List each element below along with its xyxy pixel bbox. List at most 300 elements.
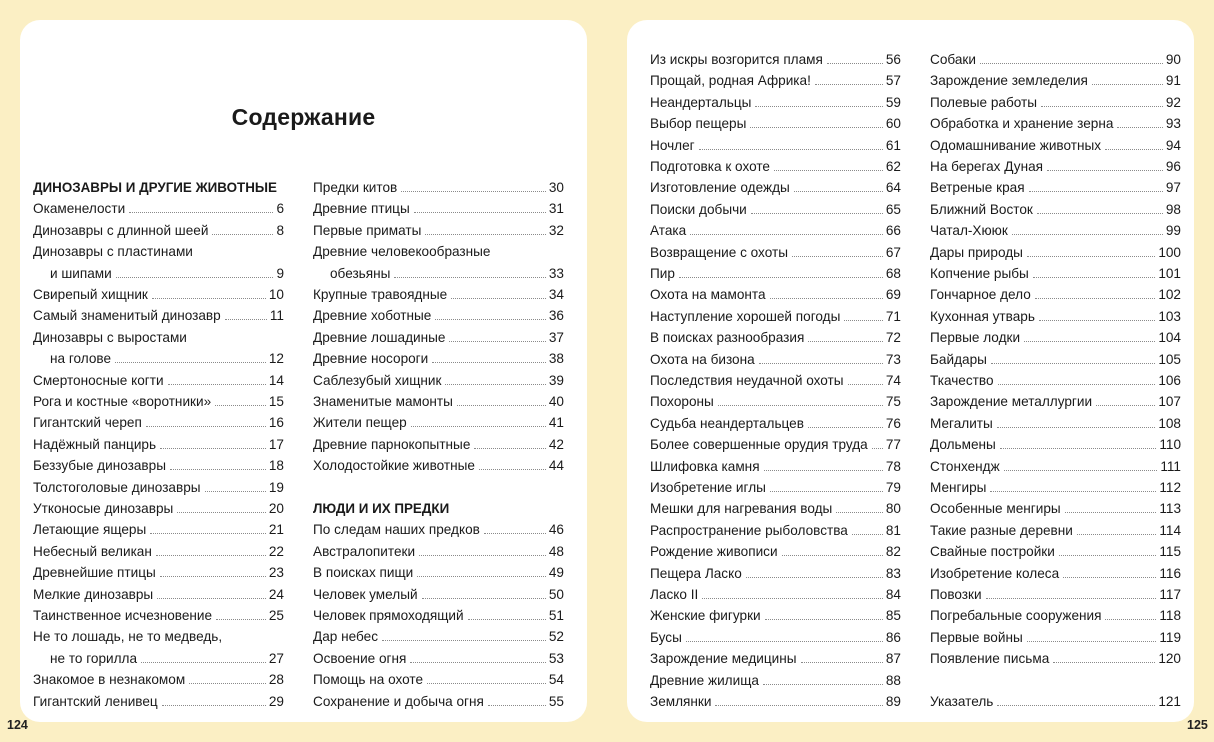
toc-entry [313, 560, 564, 581]
toc-page-number: 98 [1165, 201, 1181, 217]
toc-entry-title: Ночлег [650, 137, 695, 153]
toc-entry-title: Древнейшие птицы [33, 565, 156, 581]
toc-entry [650, 154, 901, 175]
toc-page-number: 111 [1160, 458, 1181, 474]
toc-page-number: 89 [885, 694, 901, 709]
toc-entry [930, 689, 1181, 710]
toc-page-number: 102 [1158, 287, 1181, 303]
toc-entry [33, 496, 284, 517]
toc-entry [930, 68, 1181, 89]
toc-page-number: 10 [268, 287, 284, 302]
toc-entry [313, 603, 564, 624]
dot-leader [1039, 320, 1155, 321]
dot-leader [432, 362, 546, 363]
toc-entry [33, 582, 284, 603]
toc-entry-title: Гончарное дело [930, 287, 1031, 303]
toc-section-heading [33, 175, 284, 196]
toc-page-number: 16 [268, 415, 284, 431]
toc-page-number: 68 [885, 266, 901, 281]
toc-entry-title: В поисках разнообразия [650, 330, 805, 346]
toc-page-number: 20 [268, 501, 284, 516]
toc-page-number: 54 [548, 672, 564, 688]
toc-entry [313, 667, 564, 688]
toc-entry-title: Похороны [650, 394, 714, 410]
toc-entry-title: Окаменелости [33, 201, 126, 217]
toc-page-number: 42 [548, 436, 564, 452]
toc-entry [650, 282, 901, 303]
toc-entry-title: Первые лодки [930, 330, 1021, 346]
dot-leader [410, 662, 545, 663]
toc-page-number: 108 [1158, 415, 1181, 431]
dot-leader [770, 298, 883, 299]
toc-page-number: 32 [548, 222, 564, 238]
toc-entry-title: Знакомое в незнакомом [33, 672, 186, 688]
dot-leader [1105, 149, 1163, 150]
toc-entry [33, 218, 284, 239]
toc-entry-title: Свайные постройки [930, 544, 1055, 560]
dot-leader [215, 405, 266, 406]
dot-leader [718, 405, 883, 406]
toc-entry [930, 325, 1181, 346]
toc-entry-title: Древние парнокопытные [313, 436, 471, 452]
toc-entry [650, 411, 901, 432]
dot-leader [488, 705, 546, 706]
toc-entry-title: Освоение огня [313, 650, 407, 666]
toc-page-number: 103 [1158, 308, 1181, 324]
dot-leader [1077, 534, 1156, 535]
toc-entry [650, 646, 901, 667]
toc-entry-title: Древние жилища [650, 672, 759, 688]
toc-entry-title: Австралопитеки [313, 543, 416, 559]
toc-entry [930, 625, 1181, 646]
toc-page-number: 28 [268, 672, 284, 688]
toc-entry-title: Погребальные сооружения [930, 608, 1102, 624]
toc-entry-title: Крупные травоядные [313, 287, 448, 302]
toc-entry-title: Рождение живописи [650, 544, 778, 560]
toc-entry-title: Мешки для нагревания воды [650, 501, 833, 517]
dot-leader [750, 127, 883, 128]
toc-entry [650, 518, 901, 539]
toc-entry-title: Древние носороги [313, 351, 429, 367]
toc-entry-title: Человек умелый [313, 586, 418, 602]
toc-entry [930, 218, 1181, 239]
toc-page-number: 115 [1159, 544, 1181, 560]
dot-leader [170, 469, 266, 470]
dot-leader [782, 555, 883, 556]
toc-page-number: 36 [548, 308, 564, 324]
toc-page-number: 15 [268, 394, 284, 409]
toc-page-number: 9 [276, 265, 284, 281]
toc-entry-title: Охота на мамонта [650, 287, 766, 303]
toc-entry-title: Стонхендж [930, 458, 1000, 474]
toc-entry [33, 325, 284, 346]
toc-entry-title: Древние человекообразные [313, 244, 491, 260]
dot-leader [1027, 641, 1157, 642]
toc-entry [313, 453, 564, 474]
toc-page-number: 76 [885, 415, 901, 431]
toc-page-number: 101 [1158, 266, 1181, 281]
toc-entry-title: Менгиры [930, 480, 987, 495]
toc-entry [930, 539, 1181, 560]
toc-entry-title: Кухонная утварь [930, 308, 1035, 324]
dot-leader [168, 384, 266, 385]
toc-page-number: 74 [885, 373, 901, 388]
toc-page-number: 85 [885, 608, 901, 624]
toc-entry-title: Рога и костные «воротники» [33, 394, 212, 409]
toc-page-number: 53 [548, 650, 564, 666]
toc-entry [33, 261, 284, 282]
toc-entry-title: Ткачество [930, 373, 994, 388]
toc-entry-title: Зарождение металлургии [930, 394, 1093, 410]
toc-entry-title: Изобретение колеса [930, 565, 1060, 581]
dot-leader [205, 491, 266, 492]
toc-entry [650, 389, 901, 410]
dot-leader [116, 277, 274, 278]
dot-leader [411, 426, 546, 427]
toc-entry [313, 539, 564, 560]
toc-page-number: 51 [548, 608, 564, 623]
toc-entry [313, 646, 564, 667]
dot-leader [1047, 170, 1163, 171]
toc-page-number: 11 [269, 308, 284, 324]
dot-leader [177, 512, 266, 513]
dot-leader [1037, 213, 1163, 214]
toc-page-number: 110 [1159, 437, 1181, 453]
page-title: Содержание [231, 104, 376, 130]
toc-entry [930, 282, 1181, 303]
toc-entry-title: Последствия неудачной охоты [650, 373, 844, 388]
toc-entry-title: Дар небес [313, 629, 379, 645]
toc-entry [650, 454, 901, 475]
toc-entry [33, 239, 284, 260]
toc-entry [650, 668, 901, 689]
toc-entry [313, 410, 564, 431]
toc-entry [930, 496, 1181, 517]
toc-page-number: 62 [885, 159, 901, 174]
toc-page-number: 29 [268, 693, 284, 709]
toc-page-number: 46 [548, 522, 564, 538]
dot-leader [765, 619, 883, 620]
dot-leader [435, 319, 546, 320]
toc-entry [650, 432, 901, 453]
dot-leader [715, 705, 882, 706]
toc-entry-title: Таинственное исчезновение [33, 608, 213, 623]
dot-leader [479, 469, 546, 470]
toc-entry [33, 517, 284, 538]
toc-entry-title: ДИНОЗАВРЫ И ДРУГИЕ ЖИВОТНЫЕ [33, 180, 277, 195]
toc-entry-title: Дольмены [930, 437, 996, 453]
toc-entry [313, 325, 564, 346]
toc-page-number: 64 [885, 180, 901, 196]
toc-page-number: 59 [885, 94, 901, 110]
toc-page-number: 38 [548, 351, 564, 367]
toc-entry-title: Свирепый хищник [33, 287, 148, 302]
toc-entry-title: Зарождение земледелия [930, 73, 1088, 89]
dot-leader [986, 598, 1157, 599]
toc-entry [313, 218, 564, 239]
toc-entry-title: В поисках пищи [313, 565, 414, 581]
toc-entry-title: Древние птицы [313, 201, 410, 217]
dot-leader [815, 84, 883, 85]
toc-entry [930, 454, 1181, 475]
toc-entry-title: Собаки [930, 52, 976, 67]
toc-entry-title: Женские фигурки [650, 608, 761, 624]
toc-entry [930, 411, 1181, 432]
dot-leader [484, 533, 546, 534]
toc-entry-title: Древние хоботные [313, 308, 432, 324]
toc-page-number: 21 [268, 522, 284, 538]
toc-page-number: 17 [268, 436, 284, 452]
toc-page-number: 65 [885, 201, 901, 217]
page-number-left: 124 [7, 718, 28, 732]
toc-entry [930, 261, 1181, 282]
toc-entry [33, 603, 284, 624]
dot-leader [401, 191, 546, 192]
dot-leader [394, 277, 545, 278]
toc-page-number: 114 [1159, 522, 1181, 538]
toc-entry [313, 303, 564, 324]
toc-entry [33, 410, 284, 431]
toc-entry-title: Обработка и хранение зерна [930, 116, 1114, 132]
dot-leader [808, 427, 883, 428]
dot-leader [1035, 298, 1156, 299]
toc-entry [33, 453, 284, 474]
toc-page-number: 94 [1165, 137, 1181, 153]
toc-page-number: 30 [548, 180, 564, 195]
dot-leader [212, 234, 273, 235]
toc-page-number: 12 [268, 351, 284, 367]
toc-page-number: 90 [1165, 52, 1181, 67]
toc-entry-title: Распространение рыболовства [650, 522, 848, 538]
toc-entry-title: Смертоносные когти [33, 372, 164, 388]
toc-spacer [930, 668, 1181, 689]
dot-leader [425, 234, 546, 235]
dot-leader [827, 63, 883, 64]
toc-entry [313, 517, 564, 538]
toc-page-number: 104 [1158, 330, 1181, 346]
dot-leader [445, 384, 545, 385]
dot-leader [997, 705, 1155, 706]
dot-leader [836, 512, 883, 513]
toc-entry-title: Сохранение и добыча огня [313, 693, 484, 709]
toc-entry-title: Летающие ящеры [33, 522, 147, 538]
toc-entry-title: Мегалиты [930, 415, 993, 431]
toc-entry [930, 175, 1181, 196]
toc-entry [650, 197, 901, 218]
toc-entry [930, 240, 1181, 261]
toc-page-number: 56 [885, 52, 901, 67]
toc-entry-title: На берегах Дуная [930, 159, 1043, 174]
toc-entry [33, 346, 284, 367]
toc-entry-title: Беззубые динозавры [33, 458, 166, 474]
dot-leader [991, 363, 1155, 364]
toc-entry [650, 133, 901, 154]
toc-page-number: 67 [885, 244, 901, 260]
toc-entry-title: Выбор пещеры [650, 116, 747, 132]
toc-page-number: 33 [548, 265, 564, 281]
toc-page-number: 87 [885, 651, 901, 667]
toc-page-number: 71 [885, 308, 901, 324]
dot-leader [162, 705, 266, 706]
toc-entry [650, 218, 901, 239]
toc-page-number: 75 [885, 394, 901, 410]
dot-leader [382, 640, 546, 641]
dot-leader [1105, 619, 1156, 620]
toc-entry [313, 389, 564, 410]
dot-leader [1092, 84, 1163, 85]
dot-leader [422, 598, 546, 599]
toc-entry [930, 133, 1181, 154]
dot-leader [1096, 405, 1155, 406]
toc-page-number: 27 [268, 650, 284, 666]
toc-entry-title: Гигантский ленивец [33, 693, 158, 709]
toc-page-number: 81 [885, 522, 901, 538]
toc-page-number: 88 [885, 672, 901, 688]
toc-entry [313, 175, 564, 196]
toc-entry-title: обезьяны [330, 265, 391, 281]
toc-entry [313, 239, 564, 260]
toc-entry-title: По следам наших предков [313, 522, 480, 538]
toc-entry [650, 561, 901, 582]
dot-leader [998, 384, 1156, 385]
toc-page-number: 99 [1165, 223, 1181, 239]
toc-entry [650, 90, 901, 111]
toc-page-number: 73 [885, 351, 901, 367]
toc-entry-title: Землянки [650, 694, 712, 709]
left-page [20, 20, 587, 722]
toc-page-number: 41 [548, 415, 564, 431]
toc-page-number: 106 [1158, 373, 1181, 388]
toc-page-number: 83 [885, 565, 901, 581]
toc-entry [930, 603, 1181, 624]
toc-entry-title: Чатал-Хююк [930, 223, 1008, 239]
dot-leader [150, 533, 266, 534]
dot-leader [1004, 470, 1158, 471]
toc-entry [930, 154, 1181, 175]
dot-leader [1029, 191, 1163, 192]
toc-entry [930, 561, 1181, 582]
toc-spacer [313, 475, 564, 496]
dot-leader [990, 491, 1156, 492]
toc-entry-title: Шлифовка камня [650, 458, 760, 474]
dot-leader [1033, 277, 1156, 278]
toc-page-number: 48 [548, 543, 564, 559]
dot-leader [763, 684, 883, 685]
toc-entry [313, 582, 564, 603]
toc-entry [650, 261, 901, 282]
toc-entry [650, 625, 901, 646]
toc-entry [650, 304, 901, 325]
toc-entry [930, 646, 1181, 667]
toc-entry-title: Байдары [930, 351, 987, 367]
dot-leader [129, 212, 273, 213]
toc-entry-title: Ветреные края [930, 180, 1025, 196]
toc-page-number: 86 [885, 629, 901, 645]
toc-entry [930, 518, 1181, 539]
toc-entry [33, 368, 284, 389]
toc-entry [650, 475, 901, 496]
toc-entry [930, 582, 1181, 603]
toc-entry [930, 111, 1181, 132]
toc-entry [650, 175, 901, 196]
toc-entry-title: Такие разные деревни [930, 522, 1073, 538]
toc-entry-title: Изобретение иглы [650, 480, 766, 495]
dot-leader [1027, 256, 1155, 257]
dot-leader [1000, 448, 1157, 449]
toc-page-number: 96 [1165, 159, 1181, 174]
dot-leader [852, 534, 883, 535]
toc-page-number: 78 [885, 458, 901, 474]
toc-section-heading [313, 496, 564, 517]
dot-leader [1065, 512, 1157, 513]
dot-leader [152, 298, 266, 299]
toc-entry-title: Динозавры с выростами [33, 329, 187, 345]
toc-entry [650, 240, 901, 261]
dot-leader [189, 683, 266, 684]
dot-leader [848, 384, 883, 385]
toc-entry-title: Не то лошадь, не то медведь, [33, 629, 223, 645]
toc-entry [650, 47, 901, 68]
toc-entry [930, 475, 1181, 496]
toc-entry-title: Полевые работы [930, 94, 1038, 110]
right-page [627, 20, 1194, 722]
dot-leader [774, 170, 883, 171]
toc-page-number: 79 [885, 480, 901, 495]
dot-leader [160, 576, 266, 577]
toc-entry-title: Мелкие динозавры [33, 586, 154, 602]
dot-leader [1012, 234, 1163, 235]
dot-leader [1041, 106, 1163, 107]
toc-entry [33, 303, 284, 324]
dot-leader [746, 577, 883, 578]
toc-entry-title: не то горилла [50, 650, 138, 666]
toc-entry-title: Возвращение с охоты [650, 244, 788, 260]
dot-leader [702, 598, 883, 599]
dot-leader [792, 256, 883, 257]
toc-page-number: 72 [885, 330, 901, 346]
toc-page-number: 121 [1158, 694, 1181, 709]
toc-entry-title: Утконосые динозавры [33, 501, 174, 516]
toc-page-number: 31 [548, 201, 564, 217]
toc-page-number: 25 [268, 608, 284, 623]
toc-entry-title: Жители пещер [313, 415, 407, 431]
toc-entry [313, 368, 564, 389]
toc-entry [33, 475, 284, 496]
toc-page-number: 105 [1158, 351, 1181, 367]
dot-leader [1059, 555, 1156, 556]
toc-entry-title: Помощь на охоте [313, 672, 424, 688]
toc-page-number: 116 [1159, 565, 1181, 581]
toc-entry [33, 560, 284, 581]
toc-page-number: 39 [548, 372, 564, 388]
toc-entry-title: Подготовка к охоте [650, 159, 770, 174]
toc-entry-title: Пир [650, 266, 675, 281]
toc-entry-title: Гигантский череп [33, 415, 142, 431]
dot-leader [146, 426, 266, 427]
toc-entry [33, 389, 284, 410]
toc-page-number: 22 [268, 543, 284, 559]
dot-leader [468, 619, 546, 620]
dot-leader [419, 555, 546, 556]
toc-entry [313, 432, 564, 453]
dot-leader [216, 619, 266, 620]
toc-entry [650, 603, 901, 624]
toc-entry [650, 347, 901, 368]
toc-entry-title: Из искры возгорится пламя [650, 52, 823, 67]
toc-entry [930, 389, 1181, 410]
toc-page-number: 120 [1158, 651, 1181, 667]
toc-entry [930, 347, 1181, 368]
